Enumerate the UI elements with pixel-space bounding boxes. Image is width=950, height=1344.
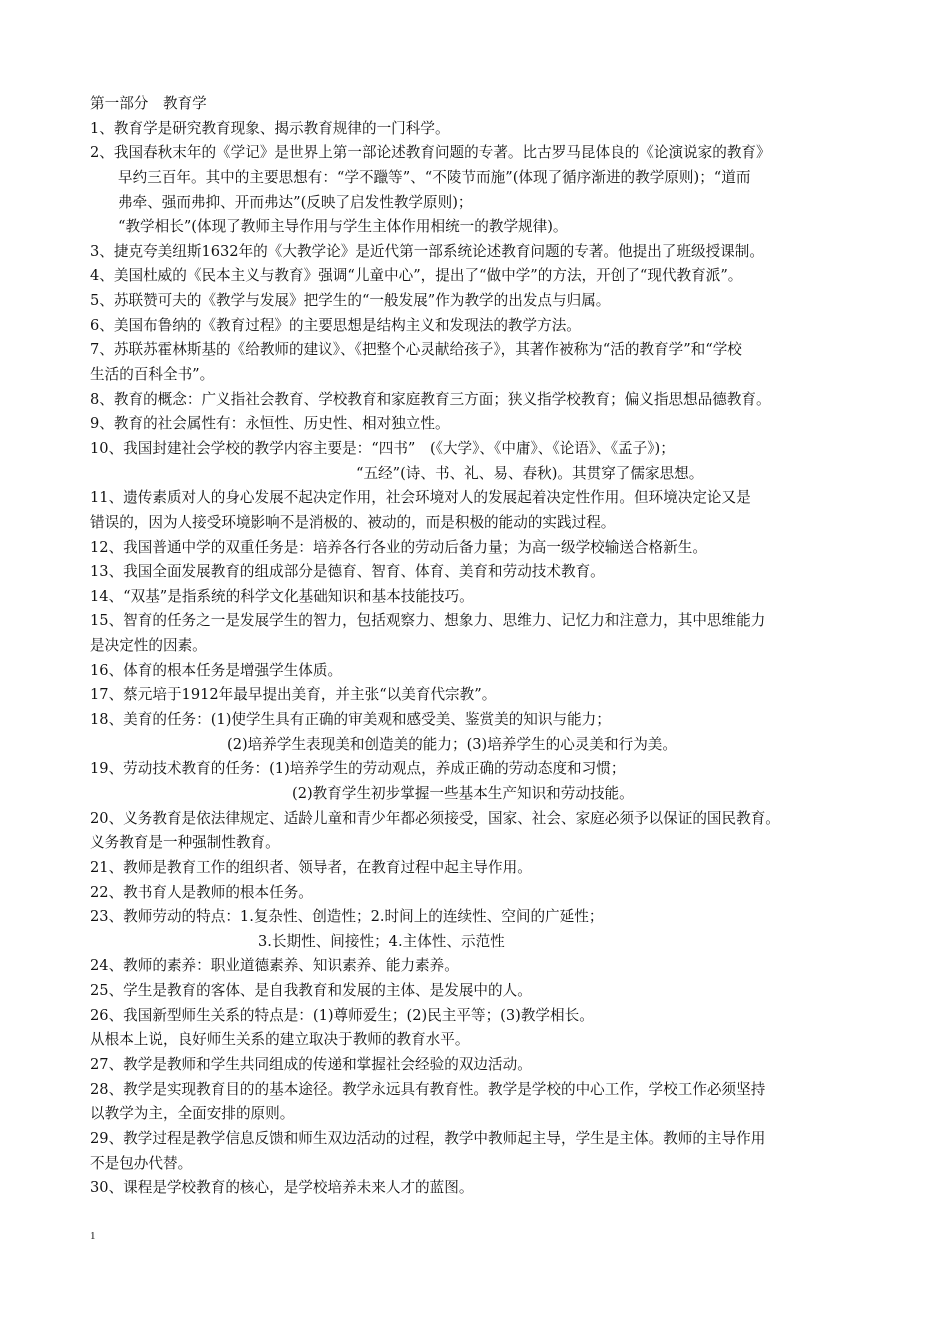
- text-line: 19、劳动技术教育的任务：(1)培养学生的劳动观点，养成正确的劳动态度和习惯；: [90, 760, 626, 778]
- text-line: 9、教育的社会属性有：永恒性、历史性、相对独立性。: [90, 415, 450, 433]
- text-line: 22、教书育人是教师的根本任务。: [90, 883, 313, 901]
- text-line: 13、我国全面发展教育的组成部分是德育、智育、体育、美育和劳动技术教育。: [90, 563, 605, 581]
- text-line: 26、我国新型师生关系的特点是：(1)尊师爱生；(2)民主平等；(3)教学相长。: [90, 1006, 594, 1024]
- text-line: 23、教师劳动的特点：1.复杂性、创造性；2.时间上的连续性、空间的广延性；: [90, 908, 604, 926]
- text-line: 30、课程是学校教育的核心，是学校培养未来人才的蓝图。: [90, 1179, 474, 1197]
- text-line: 7、苏联苏霍林斯基的《给教师的建议》、《把整个心灵献给孩子》，其著作被称为“活的教育学”和“学校: [90, 341, 742, 359]
- text-line: 2、我国春秋末年的《学记》是世界上第一部论述教育问题的专著。比古罗马昆体良的《论演说家的教育》: [90, 144, 771, 162]
- text-line: 以教学为主，全面安排的原则。: [90, 1105, 295, 1123]
- text-line: 17、蔡元培于1912年最早提出美育，并主张“以美育代宗教”。: [90, 686, 497, 704]
- text-line: (2)教育学生初步掌握一些基本生产知识和劳动技能。: [292, 784, 634, 802]
- text-line: 25、学生是教育的客体、是自我教育和发展的主体、是发展中的人。: [90, 982, 532, 1000]
- text-line: 生活的百科全书”。: [90, 366, 215, 384]
- text-line: 6、美国布鲁纳的《教育过程》的主要思想是结构主义和发现法的教学方法。: [90, 316, 581, 334]
- text-line: 3.长期性、间接性；4.主体性、示范性: [258, 932, 505, 950]
- text-line: 4、美国杜威的《民本主义与教育》强调“儿童中心”，提出了“做中学”的方法，开创了“现代教育派”。: [90, 267, 743, 285]
- text-line: 是决定性的因素。: [90, 637, 207, 655]
- page-number: 1: [90, 1230, 96, 1242]
- text-line: 5、苏联赞可夫的《教学与发展》把学生的“一般发展”作为教学的出发点与归属。: [90, 292, 611, 310]
- text-line: 11、遗传素质对人的身心发展不起决定作用，社会环境对人的发展起着决定性作用。但环境决定论又是: [90, 489, 751, 507]
- text-line: 10、我国封建社会学校的教学内容主要是：“四书” (《大学》、《中庸》、《论语》、《孟子》)；: [90, 439, 675, 457]
- text-line: 21、教师是教育工作的组织者、领导者，在教育过程中起主导作用。: [90, 858, 532, 876]
- text-line: 28、教学是实现教育目的的基本途径。教学永远具有教育性。教学是学校的中心工作，学校工作必须坚持: [90, 1080, 766, 1098]
- text-line: 16、体育的根本任务是增强学生体质。: [90, 661, 343, 679]
- text-line: 15、智育的任务之一是发展学生的智力，包括观察力、想象力、思维力、记忆力和注意力，其中思维能力: [90, 612, 766, 630]
- text-line: 义务教育是一种强制性教育。: [90, 834, 280, 852]
- text-line: 14、“双基”是指系统的科学文化基础知识和基本技能技巧。: [90, 587, 474, 605]
- text-line: 第一部分 教育学: [90, 95, 207, 112]
- text-line: 错误的，因为人接受环境影响不是消极的、被动的，而是积极的能动的实践过程。: [90, 513, 616, 531]
- text-line: 早约三百年。其中的主要思想有：“学不躐等”、“不陵节而施”(体现了循序渐进的教学原则)；“道而: [118, 168, 751, 186]
- text-line: 20、义务教育是依法律规定、适龄儿童和青少年都必须接受，国家、社会、家庭必须予以保证的国民教育。: [90, 809, 780, 827]
- text-line: 24、教师的素养：职业道德素养、知识素养、能力素养。: [90, 957, 459, 975]
- text-line: 27、教学是教师和学生共同组成的传递和掌握社会经验的双边活动。: [90, 1055, 532, 1073]
- text-line: 3、捷克夸美纽斯1632年的《大教学论》是近代第一部系统论述教育问题的专著。他提出了班级授课制。: [90, 242, 764, 260]
- text-line: 8、教育的概念：广义指社会教育、学校教育和家庭教育三方面；狭义指学校教育；偏义指思想品德教育。: [90, 390, 771, 408]
- document-body: [90, 92, 865, 1201]
- text-line: 12、我国普通中学的双重任务是：培养各行各业的劳动后备力量；为高一级学校输送合格新生。: [90, 538, 707, 556]
- text-line: 弗牵、强而弗抑、开而弗达”(反映了启发性教学原则)；: [118, 193, 473, 211]
- text-line: 29、教学过程是教学信息反馈和师生双边活动的过程，教学中教师起主导，学生是主体。教师的主导作用: [90, 1129, 766, 1147]
- text-line: 不是包办代替。: [90, 1154, 193, 1172]
- text-line: 1、教育学是研究教育现象、揭示教育规律的一门科学。: [90, 119, 450, 137]
- text-line: (2)培养学生表现美和创造美的能力；(3)培养学生的心灵美和行为美。: [227, 735, 677, 753]
- text-line: “五经”(诗、书、礼、易、春秋)。其贯穿了儒家思想。: [356, 464, 704, 482]
- text-line: 18、美育的任务：(1)使学生具有正确的审美观和感受美、鉴赏美的知识与能力；: [90, 711, 611, 729]
- text-line: 从根本上说，良好师生关系的建立取决于教师的教育水平。: [90, 1031, 470, 1049]
- text-line: “教学相长”(体现了教师主导作用与学生主体作用相统一的教学规律)。: [118, 218, 568, 236]
